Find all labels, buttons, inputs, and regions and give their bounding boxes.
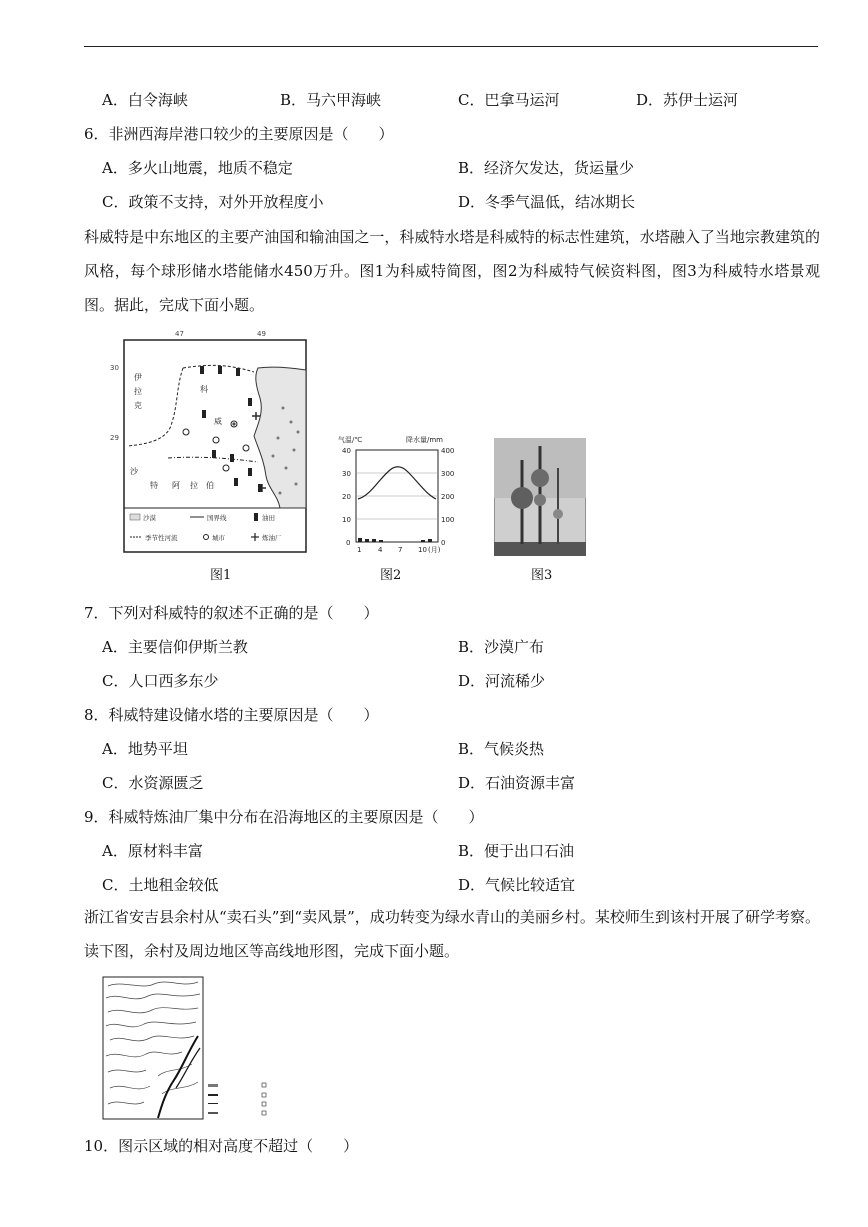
figure-3-water-towers-photo <box>494 438 586 556</box>
q5-option-d[interactable]: D．苏伊士运河 <box>636 91 739 109</box>
q7-option-a[interactable]: A．主要信仰伊斯兰教 <box>102 638 248 656</box>
q8-option-b[interactable]: B．气候炎热 <box>458 740 545 758</box>
fig2-right-tick-300: 300 <box>441 470 455 478</box>
fig1-label-yi: 伊 <box>134 373 142 382</box>
fig1-legend-city: 城市 <box>212 534 225 542</box>
fig1-label-wei: 威 <box>214 417 222 426</box>
fig2-x-tick-4: 4 <box>378 546 383 554</box>
fig2-left-tick-0: 0 <box>346 539 351 547</box>
anji-intro-paragraph: 浙江省安吉县余村从“卖石头”到“卖风景”，成功转变为绿水青山的美丽乡村。某校师生到该村开展了研学考察。读下图，余村及周边地区等高线地形图，完成下面小题。 <box>84 908 820 960</box>
q9-option-b[interactable]: B．便于出口石油 <box>458 842 575 860</box>
fig2-left-tick-20: 20 <box>342 493 351 501</box>
fig1-lat-29: 29 <box>110 434 119 442</box>
q10-stem: 10．图示区域的相对高度不超过（ ） <box>84 1137 359 1155</box>
q8-option-a[interactable]: A．地势平坦 <box>102 740 188 758</box>
fig1-label-la: 拉 <box>134 387 142 396</box>
q9-option-a[interactable]: A．原材料丰富 <box>102 842 203 860</box>
fig2-left-tick-10: 10 <box>342 516 351 524</box>
fig1-lat-30: 30 <box>110 364 119 372</box>
figure-3-caption: 图3 <box>531 568 553 583</box>
fig2-right-axis-title: 降水量/mm <box>406 436 443 444</box>
q6-option-a[interactable]: A．多火山地震，地质不稳定 <box>102 159 293 177</box>
kuwait-intro-paragraph: 科威特是中东地区的主要产油国和输油国之一，科威特水塔是科威特的标志性建筑，水塔融入了当地宗教建筑的风格，每个球形储水塔能储水450万升。图1为科威特简图，图2为科威特气候资料图，图3为科威特水塔景观图。据此，完成下面小题。 <box>84 228 820 314</box>
fig2-right-tick-100: 100 <box>441 516 455 524</box>
figure-2-caption: 图2 <box>380 568 402 583</box>
fig1-legend-river: 季节性河流 <box>145 534 178 542</box>
fig2-x-unit: (月) <box>428 546 441 554</box>
q7-option-b[interactable]: B．沙漠广布 <box>458 638 545 656</box>
q9-option-c[interactable]: C．土地租金较低 <box>102 876 219 894</box>
figure-1-kuwait-map <box>108 328 312 560</box>
fig1-label-sha: 沙 <box>130 467 138 476</box>
fig2-x-tick-7: 7 <box>398 546 403 554</box>
fig1-legend-desert: 沙漠 <box>143 514 156 522</box>
fig1-legend-oilfield: 油田 <box>262 514 275 522</box>
q7-option-d[interactable]: D．河流稀少 <box>458 672 546 690</box>
fig2-left-axis-title: 气温/℃ <box>338 436 363 444</box>
fig2-x-tick-10: 10 <box>418 546 427 554</box>
fig1-label-ke: 克 <box>134 401 142 410</box>
figure-2-climate-chart <box>336 432 466 556</box>
q6-option-d[interactable]: D．冬季气温低，结冰期长 <box>458 193 636 211</box>
fig1-legend-border: 国界线 <box>207 514 227 522</box>
q9-option-d[interactable]: D．气候比较适宜 <box>458 876 576 894</box>
q8-option-c[interactable]: C．水资源匮乏 <box>102 774 204 792</box>
fig2-left-tick-40: 40 <box>342 447 351 455</box>
q5-option-c[interactable]: C．巴拿马运河 <box>458 91 560 109</box>
fig1-legend-refinery: 炼油厂 <box>262 534 282 542</box>
q7-stem: 7．下列对科威特的叙述不正确的是（ ） <box>84 604 379 622</box>
fig1-lon-47: 47 <box>175 330 184 338</box>
fig1-label-ke2: 科 <box>200 385 208 394</box>
q6-option-c[interactable]: C．政策不支持，对外开放程度小 <box>102 193 324 211</box>
fig1-label-bo: 伯 <box>206 481 214 490</box>
q8-option-d[interactable]: D．石油资源丰富 <box>458 774 576 792</box>
fig2-right-tick-200: 200 <box>441 493 455 501</box>
q6-stem: 6．非洲西海岸港口较少的主要原因是（ ） <box>84 125 394 143</box>
fig2-right-tick-400: 400 <box>441 447 455 455</box>
q8-stem: 8．科威特建设储水塔的主要原因是（ ） <box>84 706 379 724</box>
fig2-left-tick-30: 30 <box>342 470 351 478</box>
fig1-label-te: 特 <box>150 481 158 490</box>
fig2-right-tick-0: 0 <box>441 539 446 547</box>
figure-1-caption: 图1 <box>210 568 232 583</box>
q9-stem: 9．科威特炼油厂集中分布在沿海地区的主要原因是（ ） <box>84 808 484 826</box>
figure-contour-map <box>102 976 302 1122</box>
header-rule <box>84 46 818 47</box>
q5-option-a[interactable]: A．白令海峡 <box>102 91 188 109</box>
fig1-lon-49: 49 <box>257 330 266 338</box>
fig1-label-la2: 拉 <box>190 481 198 490</box>
fig2-x-tick-1: 1 <box>357 546 362 554</box>
q5-option-b[interactable]: B．马六甲海峡 <box>280 91 382 109</box>
q6-option-b[interactable]: B．经济欠发达，货运量少 <box>458 159 635 177</box>
fig1-label-a: 阿 <box>172 481 180 490</box>
q7-option-c[interactable]: C．人口西多东少 <box>102 672 219 690</box>
